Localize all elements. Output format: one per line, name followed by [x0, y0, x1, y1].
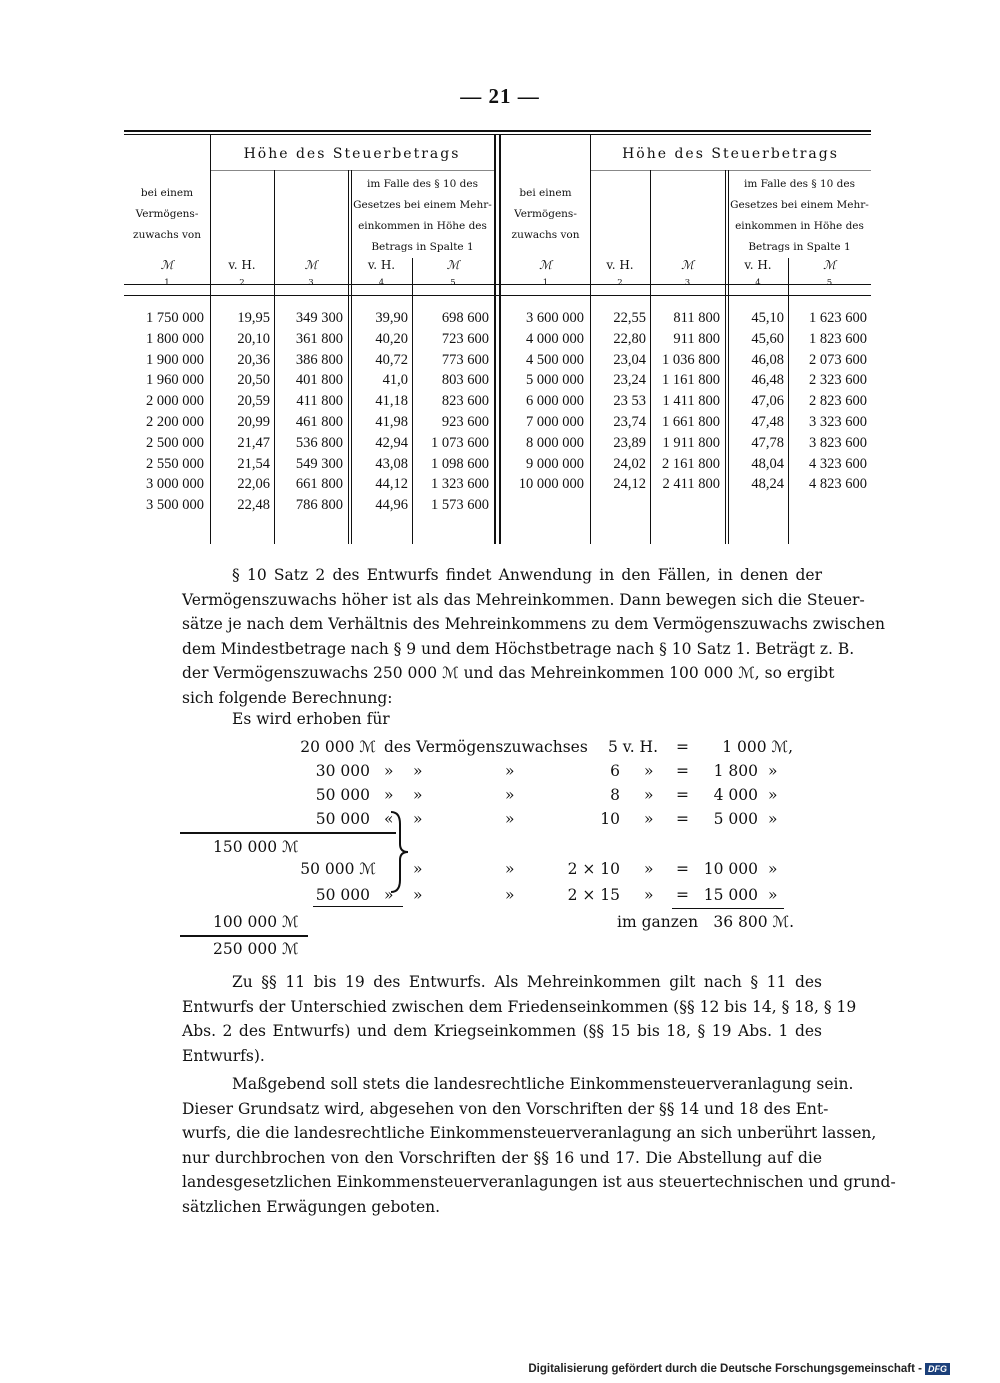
table-cell: 45,60 [751, 330, 784, 347]
calc-amount: 50 000 [315, 810, 370, 828]
calc-result: 10 000 [703, 860, 758, 878]
table-cell: 2 073 600 [809, 351, 867, 368]
table-cell: 23,74 [613, 414, 646, 430]
calc-eq: = [676, 786, 689, 804]
ditto-mark: » [768, 762, 778, 780]
table-cell: 811 800 [673, 310, 720, 326]
table-cell: 4 323 600 [809, 455, 867, 472]
table-cell: 8 000 000 [526, 434, 584, 451]
unit-label: v. H. [367, 258, 396, 272]
table-cell: 1 750 000 [146, 310, 204, 326]
group-title-left: Höhe des Steuerbetrags [243, 146, 461, 162]
table-cell: 23,89 [613, 434, 646, 451]
table-cell: 1 098 600 [431, 455, 489, 472]
table-cell: 2 500 000 [146, 434, 204, 451]
text-line: wurfs, die die landesrechtliche Einkommensteuerveranlagung an sich unberührt lassen, [182, 1124, 877, 1142]
table-cell: 21,47 [237, 434, 270, 451]
table-cell: 1 911 800 [662, 434, 720, 451]
calc-rate: 2 × 10 [567, 860, 620, 878]
footer-credit [528, 1363, 950, 1375]
table-cell: 20,50 [237, 372, 270, 389]
ditto-mark: » [505, 762, 515, 780]
table-cell: 3 823 600 [809, 434, 867, 451]
calc-rate: 8 [610, 786, 620, 804]
table-cell: 3 323 600 [809, 414, 867, 430]
table-cell: 1 323 600 [431, 476, 489, 493]
table-cell: 24,12 [613, 476, 646, 493]
ditto-mark: » [384, 886, 394, 904]
calc-what: des Vermögenszuwachses [384, 738, 588, 756]
table-cell: 47,06 [751, 393, 784, 410]
column-number: 2 [617, 278, 623, 288]
table-cell: 3 600 000 [526, 310, 584, 326]
column-number: 5 [826, 278, 833, 288]
table-cell: 3 000 000 [146, 476, 204, 493]
unit-label: v. H. [228, 258, 256, 272]
table-cell: 786 800 [295, 497, 343, 514]
paragraph-section-10 [182, 563, 885, 710]
text-line: Vermögenszuwachs höher ist als das Mehreinkommen. Dann bewegen sich die Steuer- [182, 590, 865, 609]
total-value: 36 800 ℳ. [713, 913, 794, 931]
unit-label: ℳ [160, 258, 174, 272]
table-cell: 2 200 000 [146, 414, 204, 430]
unit-label: v. H. [744, 258, 772, 272]
footer-text: Digitalisierung gefördert durch die Deutsche Forschungsgemeinschaft - [528, 1363, 922, 1376]
text-line: Maßgebend soll stets die landesrechtliche Einkommensteuerveranlagung sein. [232, 1075, 854, 1093]
underline [313, 906, 403, 907]
ditto-mark: » [505, 810, 515, 828]
ditto-mark: » [505, 886, 515, 904]
calc-amount: 50 000 [315, 886, 370, 904]
table-cell: 41,18 [375, 393, 408, 410]
table-cell: 803 600 [441, 372, 489, 389]
ditto-mark: » [768, 810, 778, 828]
table-cell: 2 823 600 [809, 393, 867, 410]
column-number: 1 [542, 278, 549, 288]
table-cell: 411 800 [296, 393, 343, 410]
table-cell: 1 800 000 [146, 330, 204, 347]
table-cell: 2 000 000 [146, 393, 204, 410]
col1-header-left: bei einem Vermögens-zuwachs von [133, 187, 201, 241]
ditto-mark: » [768, 786, 778, 804]
table-cell: 40,20 [375, 330, 408, 347]
ditto-mark: » [384, 786, 394, 804]
paragraph-veranlagung [182, 1072, 896, 1219]
table-cell: 22,06 [237, 476, 270, 493]
ditto-mark: » [768, 860, 778, 878]
table-cell: 46,08 [751, 351, 784, 368]
ditto-mark: » [413, 762, 423, 780]
calc-rate: 6 [610, 762, 620, 780]
table-cell: 4 000 000 [526, 330, 584, 347]
text-line: der Vermögenszuwachs 250 000 ℳ und das Mehreinkommen 100 000 ℳ, so ergibt [182, 664, 835, 682]
calc-eq: = [676, 810, 689, 828]
group-title-right: Höhe des Steuerbetrags [622, 146, 839, 162]
ditto-mark: » [768, 886, 778, 904]
ditto-mark: » [413, 786, 423, 804]
table-cell: 19,95 [237, 310, 270, 326]
table-cell: 1 960 000 [146, 372, 204, 389]
table-cell: 2 411 800 [662, 476, 720, 493]
table-cell: 661 800 [295, 476, 343, 493]
text-line: Entwurfs der Unterschied zwischen dem Friedenseinkommen (§§ 12 bis 14, § 18, § 19 [182, 997, 857, 1016]
table-cell: 823 600 [441, 393, 489, 410]
table-cell: 47,48 [751, 414, 784, 430]
subtotal-amount: 150 000 ℳ [213, 838, 299, 856]
table-cell: 1 073 600 [431, 434, 489, 451]
calc-result: 1 800 [713, 762, 758, 780]
table-cell: 549 300 [295, 455, 343, 472]
table-cell: 1 661 800 [662, 414, 720, 430]
table-cell: 536 800 [295, 434, 343, 451]
page-number: — 21 — [460, 84, 540, 108]
total-rule [180, 935, 308, 937]
underline [672, 908, 784, 909]
ditto-mark: » [505, 860, 515, 878]
table-cell: 23 53 [613, 393, 646, 410]
total-label: im ganzen [617, 913, 699, 931]
table-cell: 1 411 800 [662, 393, 720, 410]
ditto-mark: « [384, 810, 394, 828]
calc-rate: 2 × 15 [567, 886, 620, 904]
text-line: Entwurfs). [182, 1046, 265, 1065]
table-cell: 361 800 [295, 330, 343, 347]
ditto-mark: » [644, 860, 654, 878]
ditto-mark: » [413, 860, 423, 878]
table-cell: 4 500 000 [526, 351, 584, 368]
text-line: landesgesetzlichen Einkommensteuerveranlagungen ist aus steuertechnischen und grund- [182, 1173, 896, 1191]
column-number: 4 [755, 278, 761, 288]
paragraph-section-11-19 [182, 970, 857, 1068]
text-line: § 10 Satz 2 des Entwurfs findet Anwendung in den Fällen, in denen der [232, 566, 822, 584]
table-cell: 773 600 [441, 351, 489, 368]
calc-result: 15 000 [703, 886, 758, 904]
ditto-mark: » [644, 810, 654, 828]
column-number: 3 [684, 278, 691, 288]
table-cell: 20,59 [237, 393, 270, 410]
table-cell: 5 000 000 [526, 372, 584, 389]
table-cell: 24,02 [613, 455, 646, 472]
table-cell: 44,96 [375, 497, 408, 514]
table-cell: 20,10 [237, 330, 270, 347]
table-cell: 45,10 [751, 310, 784, 326]
ditto-mark: » [505, 786, 515, 804]
table-cell: 48,04 [751, 455, 784, 472]
calc-eq: = [676, 886, 689, 904]
table-cell: 23,24 [613, 372, 646, 389]
table-cell: 698 600 [441, 310, 489, 326]
calc-amount: 30 000 [315, 762, 370, 780]
subtotal-rule [180, 832, 396, 834]
ditto-mark: » [644, 786, 654, 804]
table-cell: 461 800 [295, 414, 343, 430]
table-cell: 22,80 [613, 330, 646, 347]
unit-label: ℳ [681, 258, 694, 272]
text-line: Dieser Grundsatz wird, abgesehen von den Vorschriften der §§ 14 und 18 des Ent- [182, 1099, 829, 1118]
table-cell: 7 000 000 [526, 414, 584, 430]
unit-label: ℳ [823, 258, 836, 272]
column-number: 5 [450, 278, 456, 288]
calc-eq: = [676, 738, 689, 756]
calc-rate: 5 v. H. [608, 738, 659, 756]
text-line: nur durchbrochen von den Vorschriften der §§ 16 und 17. Die Abstellung auf die [182, 1148, 822, 1167]
table-cell: 723 600 [441, 330, 489, 347]
calc-eq: = [676, 860, 689, 878]
table-cell: 39,90 [375, 310, 408, 326]
table-cell: 47,78 [751, 434, 784, 451]
ditto-mark: » [644, 886, 654, 904]
table-cell: 2 161 800 [662, 455, 720, 472]
column-number: 3 [308, 278, 314, 288]
column-number: 2 [239, 278, 245, 288]
table-cell: 2 323 600 [809, 372, 867, 389]
table-cell: 41,0 [382, 372, 408, 389]
dfg-logo: DFG [925, 1363, 950, 1375]
table-cell: 911 800 [673, 330, 720, 347]
calc-amount: 50 000 ℳ [300, 860, 376, 878]
text-line: Abs. 2 des Entwurfs) und dem Kriegseinkommen (§§ 15 bis 18, § 19 Abs. 1 des [182, 1022, 822, 1040]
table-cell: 41,98 [375, 414, 408, 430]
table-cell: 23,04 [613, 351, 646, 368]
table-cell: 1 823 600 [809, 330, 867, 347]
table-cell: 9 000 000 [526, 455, 584, 472]
table-cell: 43,08 [375, 455, 408, 472]
table-cell: 10 000 000 [518, 476, 584, 493]
col45-header-left: im Falle des § 10 des Gesetzes bei einem Mehr-einkommen in Höhe des Betrags in Spalte 1 [353, 178, 492, 253]
calc-amount: 50 000 [315, 786, 370, 804]
ditto-mark: » [384, 762, 394, 780]
unit-label: ℳ [539, 258, 552, 272]
table-cell: 1 900 000 [146, 351, 204, 368]
table-cell: 923 600 [441, 414, 489, 430]
curly-brace-icon [388, 808, 414, 896]
total-base: 250 000 ℳ [213, 940, 299, 958]
ditto-mark: » [413, 810, 423, 828]
table-cell: 1 623 600 [809, 310, 867, 326]
table-cell: 1 036 800 [662, 351, 720, 368]
table-cell: 3 500 000 [146, 497, 204, 514]
calc-intro: Es wird erhoben für [232, 710, 390, 728]
unit-label: ℳ [446, 258, 460, 272]
ditto-mark: » [413, 886, 423, 904]
tax-table [124, 128, 871, 544]
text-line: sich folgende Berechnung: [182, 688, 393, 707]
table-cell: 22,48 [237, 497, 270, 514]
text-line: sätze je nach dem Verhältnis des Mehreinkommens zu dem Vermögenszuwachs zwischen [182, 615, 885, 633]
table-cell: 48,24 [751, 476, 784, 493]
table-cell: 386 800 [295, 351, 343, 368]
table-cell: 4 823 600 [809, 476, 867, 493]
text-line: dem Mindestbetrage nach § 9 und dem Höchstbetrage nach § 10 Satz 1. Beträgt z. B. [182, 639, 855, 658]
table-cell: 2 550 000 [146, 455, 204, 472]
table-cell: 349 300 [295, 310, 343, 326]
column-number: 4 [378, 278, 385, 288]
text-line: Zu §§ 11 bis 19 des Entwurfs. Als Mehreinkommen gilt nach § 11 des [232, 973, 822, 991]
calc-result: 1 000 ℳ, [722, 738, 793, 756]
table-cell: 22,55 [613, 310, 646, 326]
calc-eq: = [676, 762, 689, 780]
unit-label: ℳ [304, 258, 318, 272]
calc-result: 5 000 [713, 810, 758, 828]
table-cell: 42,94 [375, 434, 408, 451]
subtotal-amount: 100 000 ℳ [213, 913, 299, 931]
table-cell: 21,54 [237, 455, 270, 472]
calc-amount: 20 000 ℳ [300, 738, 376, 756]
col45-header-right: im Falle des § 10 des Gesetzes bei einem Mehr-einkommen in Höhe des Betrags in Spalte 1 [730, 178, 869, 253]
col1-header-right: bei einem Vermögens-zuwachs von [511, 187, 580, 241]
ditto-mark: » [644, 762, 654, 780]
table-cell: 46,48 [751, 372, 784, 389]
table-cell: 1 161 800 [662, 372, 720, 389]
column-number: 1 [164, 278, 170, 288]
unit-label: v. H. [606, 258, 634, 272]
table-cell: 44,12 [375, 476, 408, 493]
table-cell: 401 800 [295, 372, 343, 389]
table-cell: 20,36 [237, 351, 270, 368]
table-cell: 1 573 600 [431, 497, 489, 514]
calc-rate: 10 [600, 810, 620, 828]
calc-result: 4 000 [713, 786, 758, 804]
table-cell: 6 000 000 [526, 393, 584, 410]
table-cell: 20,99 [237, 414, 270, 430]
table-cell: 40,72 [375, 351, 408, 368]
text-line: sätzlichen Erwägungen geboten. [182, 1197, 441, 1216]
